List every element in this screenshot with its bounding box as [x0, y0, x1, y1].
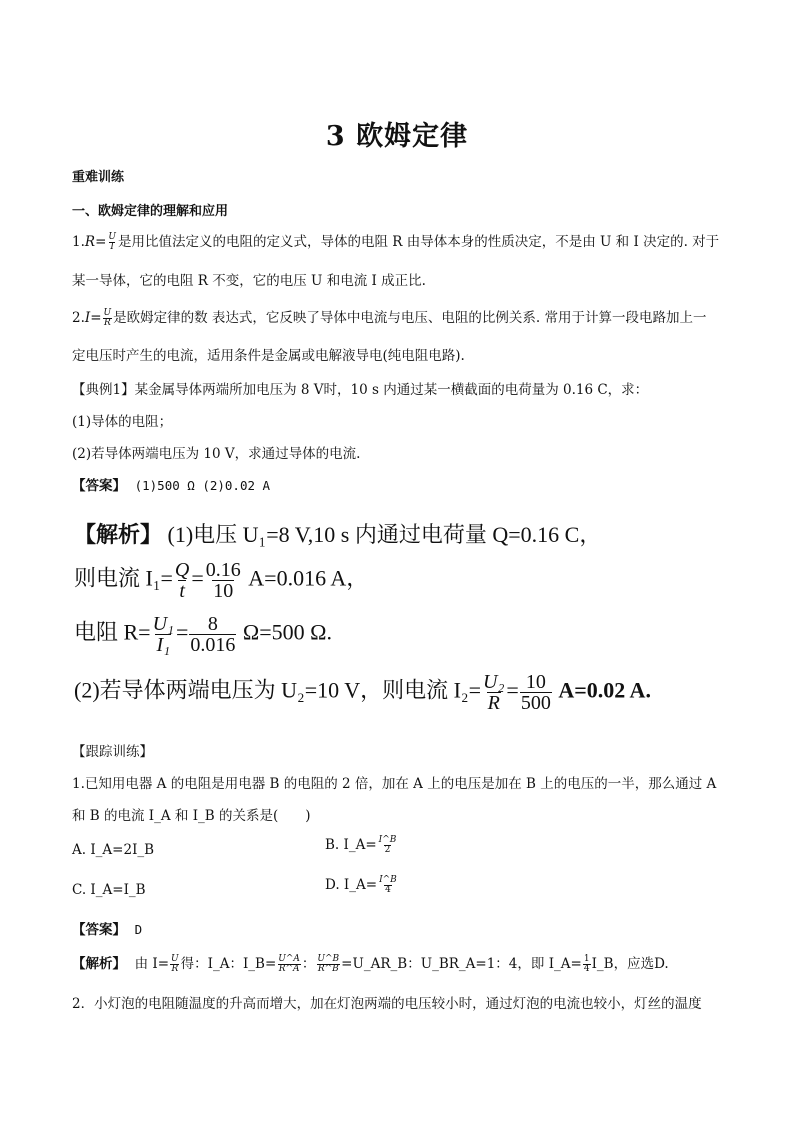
- follow-analysis: [72, 952, 669, 974]
- fraction-numerator: U: [103, 308, 112, 318]
- fraction-denominator: 4: [583, 964, 590, 974]
- fraction-denominator: 10: [213, 580, 234, 602]
- formula-fraction: [107, 233, 117, 252]
- option-text: B. I_A=: [325, 837, 377, 853]
- analysis-fraction: [520, 672, 552, 713]
- analysis-line-3: [74, 614, 332, 655]
- analysis-text: 电阻 R=: [74, 619, 151, 645]
- fraction-numerator: 1: [583, 954, 590, 964]
- fraction-denominator: t: [179, 580, 185, 602]
- paragraph-2-line-2: 定电压时产生的电流，适用条件是金属或电解液导电(纯电阻电路).: [72, 348, 465, 364]
- analysis-text: 得：I_A：I_B=: [180, 956, 277, 972]
- analysis-text: I_B，应选D.: [591, 956, 669, 972]
- option-b: [325, 836, 398, 855]
- paragraph-text: 是用比值法定义的电阻的定义式，导体的电阻 R 由导体本身的性质决定，不是由 U 和 I 决定的. 对于: [117, 234, 720, 250]
- analysis-fraction: [277, 955, 301, 974]
- option-c: C. I_A=I_B: [72, 882, 146, 898]
- fraction-denominator: 0.016: [190, 634, 236, 656]
- analysis-fraction: [174, 560, 190, 601]
- answer-text: D: [134, 922, 143, 937]
- option-d: [325, 876, 399, 895]
- option-text: D. I_A=: [325, 877, 378, 893]
- fraction-denominator: R: [103, 318, 111, 328]
- equals-sign: =: [176, 619, 189, 645]
- analysis-fraction: [482, 672, 505, 713]
- fraction-denominator: I: [110, 242, 114, 252]
- example-question-1: (1)导体的电阻；: [72, 414, 173, 430]
- fraction-denominator: R^A: [278, 964, 300, 974]
- analysis-fraction: [583, 955, 591, 974]
- fraction-numerator: 8: [207, 613, 218, 635]
- follow-heading: 【跟踪训练】: [72, 744, 153, 760]
- fraction-numerator: U: [108, 232, 116, 242]
- equals-sign: =: [90, 310, 102, 326]
- analysis-fraction: [316, 955, 340, 974]
- section-heading: 重难训练: [72, 170, 125, 185]
- fraction-numerator: U^B: [317, 954, 340, 964]
- follow-answer: [72, 918, 142, 938]
- option-fraction: [378, 836, 398, 855]
- equals-sign: =: [191, 565, 204, 591]
- answer-text: (1)500 Ω (2)0.02 A: [134, 478, 271, 493]
- analysis-fraction: [170, 955, 180, 974]
- analysis-text: 则电流 I₁=: [74, 565, 173, 591]
- equals-sign: =: [95, 234, 107, 250]
- fraction-denominator: I₁: [156, 634, 171, 656]
- fraction-numerator: 0.16: [205, 559, 241, 581]
- example-question-2: (2)若导体两端电压为 10 V，求通过导体的电流.: [72, 446, 361, 462]
- subsection-heading: 一、欧姆定律的理解和应用: [72, 204, 229, 219]
- analysis-line-4: [74, 672, 651, 713]
- follow-question-2-line-1: 2．小灯泡的电阻随温度的升高而增大，加在灯泡两端的电压较小时，通过灯泡的电流也较小，灯丝的温度: [72, 996, 702, 1012]
- option-fraction: [378, 876, 398, 895]
- analysis-label: 【解析】: [72, 956, 126, 972]
- answer-label: 【答案】: [72, 922, 126, 938]
- fraction-denominator: R: [171, 964, 179, 974]
- fraction-numerator: U: [171, 954, 179, 964]
- answer-label: 【答案】: [72, 478, 126, 494]
- analysis-text: A=0.016 A，: [248, 565, 369, 591]
- analysis-text: 由 I=: [134, 956, 170, 972]
- analysis-line-2: [74, 560, 368, 601]
- follow-question-1-line-1: 1.已知用电器 A 的电阻是用电器 B 的电阻的 2 倍，加在 A 上的电压是加在 B 上的电压的一半，那么通过 A: [72, 776, 717, 792]
- analysis-text: ：: [301, 956, 316, 972]
- follow-question-1-line-2: 和 B 的电流 I_A 和 I_B 的关系是( ): [72, 808, 311, 824]
- analysis-text: Ω=500 Ω.: [242, 619, 333, 645]
- fraction-numerator: U₁: [152, 613, 174, 635]
- page-title: 3 欧姆定律: [325, 121, 469, 152]
- paragraph-2-line-1: [72, 306, 707, 328]
- example-stem: 【典例1】某金属导体两端所加电压为 8 V时，10 s 内通过某一横截面的电荷量为 0.16 C，求：: [72, 382, 649, 398]
- paragraph-1-line-2: 某一导体，它的电阻 R 不变，它的电压 U 和电流 I 成正比.: [72, 273, 426, 289]
- analysis-text: (2)若导体两端电压为 U₂=10 V，则电流 I₂=: [74, 677, 482, 703]
- option-a: A. I_A=2I_B: [72, 842, 155, 858]
- example-answer: [72, 474, 270, 494]
- fraction-denominator: R^B: [317, 964, 339, 974]
- analysis-text: A=0.02 A.: [558, 677, 651, 703]
- fraction-numerator: U^A: [278, 954, 300, 964]
- item-number: 2.: [72, 310, 85, 326]
- item-number: 1.: [72, 234, 85, 250]
- analysis-text: =U_AR_B：U_BR_A=1：4，即 I_A=: [341, 956, 582, 972]
- fraction-numerator: I^B: [379, 875, 397, 885]
- paragraph-text: 是欧姆定律的数 表达式，它反映了导体中电流与电压、电阻的比例关系. 常用于计算一段电路加上一: [113, 310, 707, 326]
- fraction-denominator: 500: [520, 692, 551, 714]
- fraction-numerator: Q: [174, 559, 190, 581]
- analysis-label: 【解析】: [74, 522, 163, 547]
- analysis-fraction: [189, 614, 236, 655]
- analysis-text: (1)电压 U₁=8 V,10 s 内通过电荷量 Q=0.16 C，: [167, 522, 602, 547]
- fraction-denominator: 2: [384, 845, 391, 855]
- analysis-fraction: [152, 614, 175, 655]
- equals-sign: =: [506, 677, 519, 703]
- analysis-line-1: [74, 518, 601, 549]
- fraction-numerator: I^B: [378, 835, 397, 845]
- paragraph-1-line-1: [72, 230, 719, 252]
- fraction-denominator: R: [487, 692, 500, 714]
- fraction-numerator: 10: [525, 671, 546, 693]
- formula-symbol: R: [84, 234, 96, 250]
- formula-symbol: I: [84, 310, 91, 326]
- analysis-fraction: [205, 560, 242, 601]
- fraction-denominator: 4: [385, 885, 391, 895]
- formula-fraction: [103, 309, 113, 328]
- fraction-numerator: U₂: [483, 671, 505, 693]
